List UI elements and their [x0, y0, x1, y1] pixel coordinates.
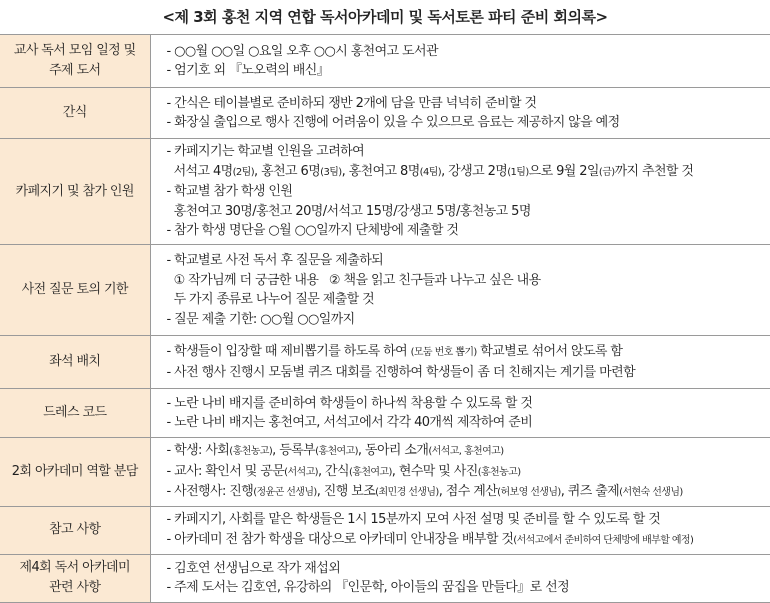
content-text: - 학생: 사회 [167, 443, 230, 458]
row-label-text: 제4회 독서 아카데미 [4, 558, 146, 578]
row-label [0, 245, 150, 336]
content-line [167, 559, 770, 579]
content-text: , 점수 계산 [439, 484, 497, 499]
content-line [167, 413, 770, 433]
row-content [150, 35, 770, 88]
row-label-text: 주제 도서 [4, 61, 146, 81]
content-line [167, 310, 770, 330]
content-text: - 노란 나비 배지는 홍천여고, 서석고에서 각각 40개씩 제작하여 준비 [167, 415, 533, 430]
content-text: - 사전 행사 진행시 모둠별 퀴즈 대회를 진행하여 학생들이 좀 더 친해지는 계기를 마련함 [167, 365, 636, 380]
row-label-text: 간식 [4, 103, 146, 123]
content-text: , 강생고 2명 [441, 164, 507, 179]
content-text: 학교별로 섞어서 앉도록 함 [477, 344, 623, 359]
row-label-text: 교사 독서 모임 일정 및 [4, 41, 146, 61]
content-note: (서석고) [284, 467, 318, 478]
content-line [167, 94, 770, 114]
content-line [167, 182, 770, 202]
table-row [0, 438, 770, 507]
row-label-text: 좌석 배치 [4, 352, 146, 372]
content-text: , 홍천여고 8명 [342, 164, 420, 179]
row-label [0, 88, 150, 139]
content-text: - 카페지기, 사회를 맡은 학생들은 1시 15분까지 모여 사전 설명 및 준비를 할 수 있도록 할 것 [167, 512, 661, 527]
content-text: - 주제 도서는 김호연, 유강하의 『인문학, 아이들의 꿈집을 만들다』로 선정 [167, 580, 570, 595]
row-content [150, 438, 770, 507]
content-line [167, 510, 770, 530]
content-note: (금) [599, 167, 615, 178]
content-line [167, 113, 770, 133]
row-content [150, 389, 770, 438]
content-line [167, 162, 770, 183]
content-line [167, 462, 770, 483]
content-text: ① 작가님께 더 궁금한 내용 ② 책을 읽고 친구들과 나누고 싶은 내용 [167, 273, 541, 288]
content-text: 서석고 4명 [167, 164, 233, 179]
row-label [0, 336, 150, 389]
content-text: - 학교별 참가 학생 인원 [167, 184, 293, 199]
content-text: - 간식은 테이블별로 준비하되 쟁반 2개에 담을 만큼 넉넉히 준비할 것 [167, 96, 537, 111]
row-label [0, 554, 150, 602]
row-label [0, 139, 150, 245]
row-label-text: 드레스 코드 [4, 403, 146, 423]
content-text: - 화장실 출입으로 행사 진행에 어려움이 있을 수 있으므로 음료는 제공하지 않을 예정 [167, 115, 620, 130]
content-text: 두 가지 종류로 나누어 질문 제출할 것 [167, 292, 375, 307]
content-text: , 진행 보조 [317, 484, 375, 499]
content-note: (4팀) [420, 167, 441, 178]
table-row [0, 88, 770, 139]
content-text: 으로 9월 2일 [529, 164, 599, 179]
content-line [167, 42, 770, 62]
minutes-table [0, 34, 770, 603]
content-note: (홍천여고) [349, 467, 392, 478]
row-label [0, 438, 150, 507]
content-note: (정윤곤 선생님) [253, 487, 317, 498]
content-text: - 질문 제출 기한: ○○월 ○○일까지 [167, 312, 355, 327]
content-text: - 사전행사: 진행 [167, 484, 254, 499]
content-text: , 등록부 [272, 443, 315, 458]
table-row [0, 389, 770, 438]
content-text: - 교사: 확인서 및 공문 [167, 464, 285, 479]
table-row [0, 336, 770, 389]
content-note: (홍천농고) [229, 446, 272, 457]
content-text: , 간식 [318, 464, 349, 479]
content-text: - 노란 나비 배지를 준비하여 학생들이 하나씩 착용할 수 있도록 할 것 [167, 396, 533, 411]
content-text: - 엄기호 외 『노오력의 배신』 [167, 63, 330, 78]
content-note: (홍천여고) [315, 446, 358, 457]
row-content [150, 139, 770, 245]
content-text: - ○○월 ○○일 ○요일 오후 ○○시 홍천여고 도서관 [167, 44, 438, 59]
content-text: 까지 추천할 것 [615, 164, 694, 179]
content-note: (서현숙 선생님) [619, 487, 683, 498]
content-line [167, 271, 770, 291]
content-line [167, 202, 770, 222]
table-row [0, 245, 770, 336]
table-row [0, 139, 770, 245]
row-label-text: 2회 아카데미 역할 분담 [4, 462, 146, 482]
row-label-text: 참고 사항 [4, 520, 146, 540]
content-text: - 참가 학생 명단을 ○월 ○○일까지 단체방에 제출할 것 [167, 223, 459, 238]
content-text: 홍천여고 30명/홍천고 20명/서석고 15명/강생고 5명/홍천농고 5명 [167, 204, 531, 219]
content-line [167, 290, 770, 310]
content-line [167, 363, 770, 383]
content-text: - 학교별로 사전 독서 후 질문을 제출하되 [167, 253, 384, 268]
content-text: - 학생들이 입장할 때 제비뽑기를 하도록 하여 [167, 344, 411, 359]
content-note: (서석고, 홍천여고) [428, 446, 503, 457]
content-note: (최민경 선생님) [375, 487, 439, 498]
row-content [150, 336, 770, 389]
content-line [167, 394, 770, 414]
content-line [167, 251, 770, 271]
content-note: (모둠 번호 뽑기) [411, 347, 477, 358]
row-content [150, 506, 770, 554]
page-title: <제 3회 홍천 지역 연합 독서아카데미 및 독서토론 파티 준비 회의록> [0, 0, 770, 34]
content-note: (1팀) [507, 167, 528, 178]
content-note: (서석고에서 준비하여 단체방에 배부할 예정) [513, 535, 693, 546]
row-content [150, 88, 770, 139]
content-line [167, 342, 770, 363]
row-content [150, 554, 770, 602]
content-note: (3팀) [320, 167, 341, 178]
content-line [167, 221, 770, 241]
content-line [167, 482, 770, 503]
content-text: - 아카데미 전 참가 학생을 대상으로 아카데미 안내장을 배부할 것 [167, 532, 514, 547]
content-note: (홍천농고) [478, 467, 521, 478]
content-text: , 퀴즈 출제 [561, 484, 619, 499]
content-line [167, 441, 770, 462]
row-content [150, 245, 770, 336]
table-row [0, 554, 770, 602]
table-row [0, 506, 770, 554]
table-row [0, 35, 770, 88]
content-text: , 현수막 및 사진 [392, 464, 478, 479]
row-label-text: 카페지기 및 참가 인원 [4, 182, 146, 202]
content-text: , 홍천고 6명 [254, 164, 320, 179]
content-line [167, 142, 770, 162]
row-label [0, 35, 150, 88]
content-note: (허보영 선생님) [497, 487, 561, 498]
row-label-text: 사전 질문 토의 기한 [4, 280, 146, 300]
content-text: - 카페지기는 학교별 인원을 고려하여 [167, 144, 365, 159]
row-label-text: 관련 사항 [4, 578, 146, 598]
row-label [0, 506, 150, 554]
row-label [0, 389, 150, 438]
content-note: (2팀) [233, 167, 254, 178]
content-text: , 동아리 소개 [358, 443, 428, 458]
content-line [167, 61, 770, 81]
content-line [167, 530, 770, 551]
content-line [167, 578, 770, 598]
content-text: - 김호연 선생님으로 작가 재섭외 [167, 561, 341, 576]
